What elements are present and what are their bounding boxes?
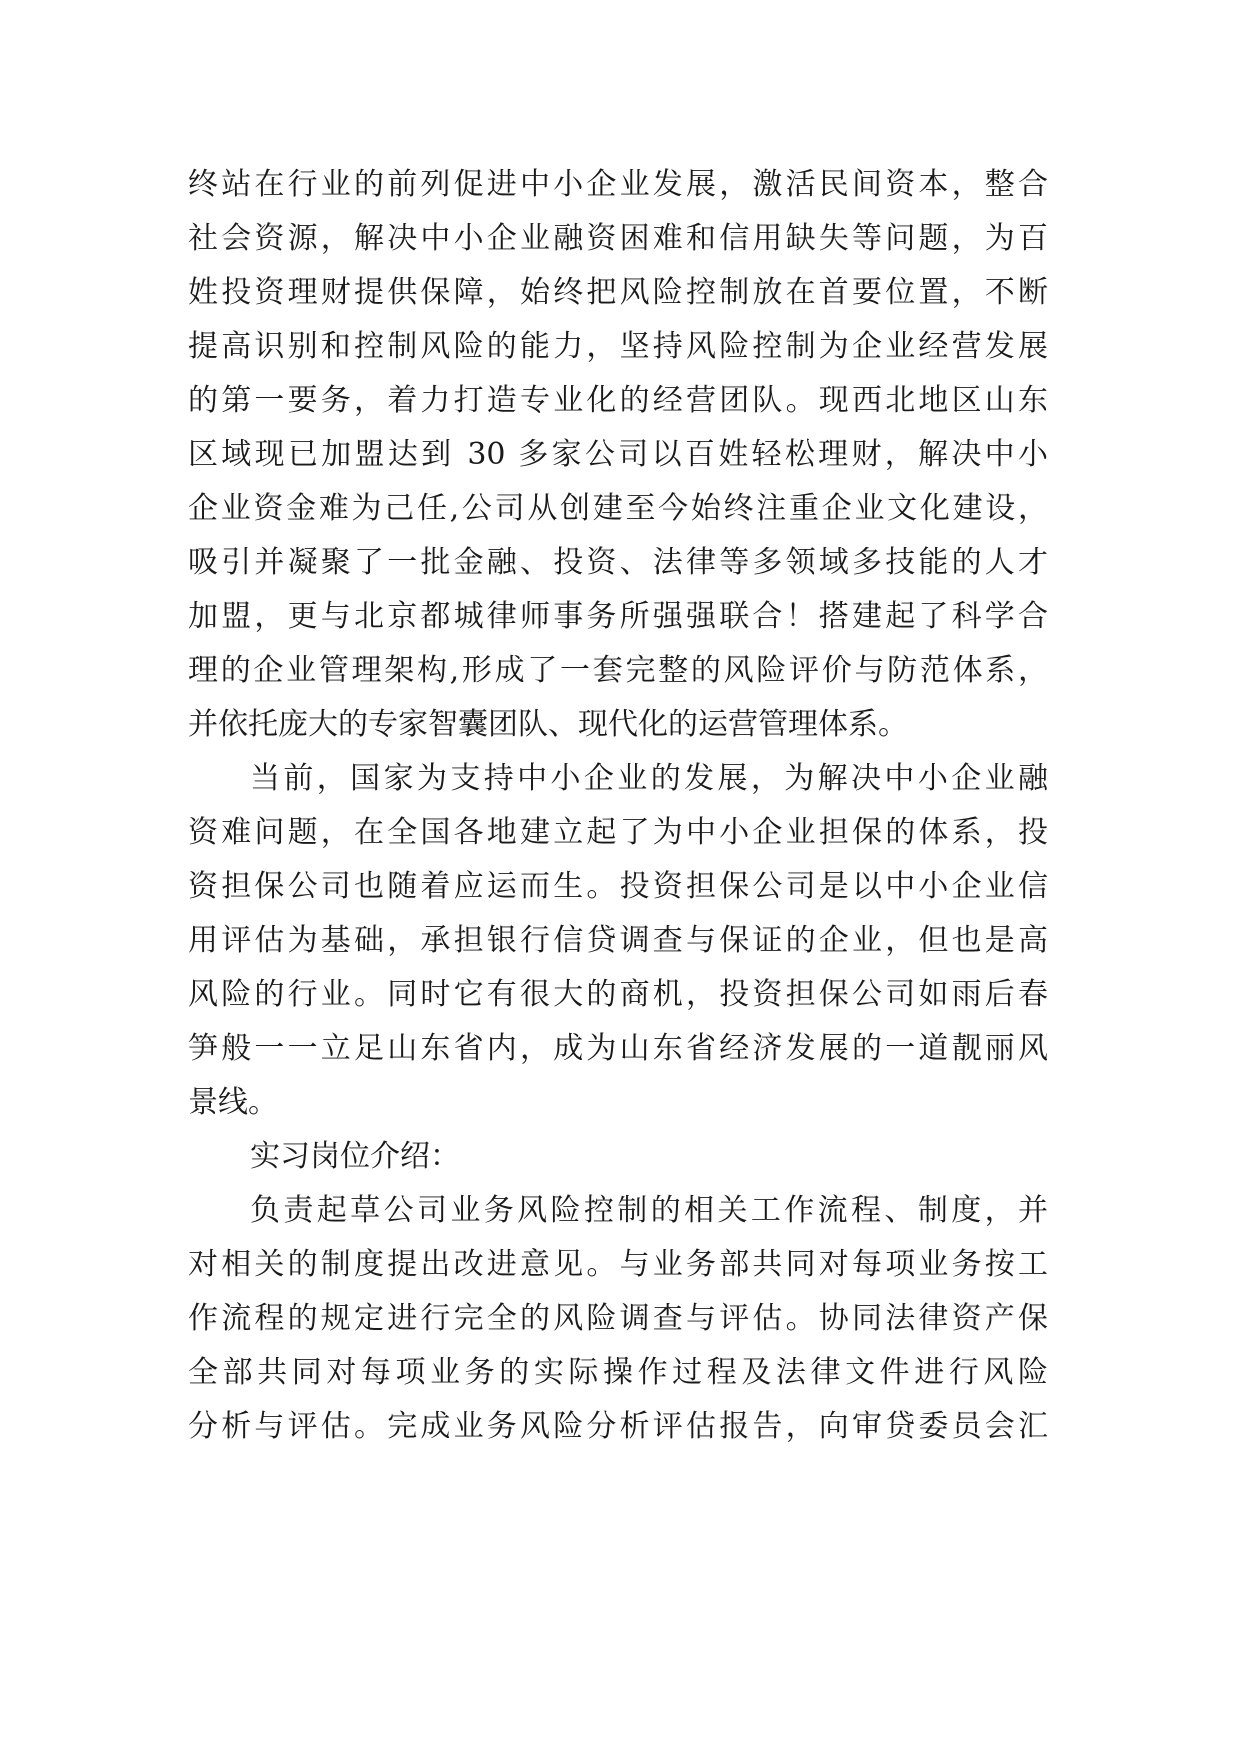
text-line: 当前，国家为支持中小企业的发展，为解决中小企业融 — [250, 761, 1048, 796]
paragraph-position-duties — [188, 1184, 1048, 1454]
text-line: 资担保公司也随着应运而生。投资担保公司是以中小企业信 — [188, 869, 1048, 904]
text-line: 社会资源，解决中小企业融资困难和信用缺失等问题，为百 — [188, 221, 1048, 256]
text-line: 区域现已加盟达到 30 多家公司以百姓轻松理财，解决中小 — [188, 437, 1048, 472]
text-line: 企业资金难为己任,公司从创建至今始终注重企业文化建设， — [188, 491, 1048, 526]
text-line: 用评估为基础，承担银行信贷调查与保证的企业，但也是高 — [188, 923, 1048, 958]
text-line: 提高识别和控制风险的能力，坚持风险控制为企业经营发展 — [188, 329, 1048, 364]
text-line: 姓投资理财提供保障，始终把风险控制放在首要位置，不断 — [188, 275, 1048, 310]
text-line: 加盟，更与北京都城律师事务所强强联合！搭建起了科学合 — [188, 599, 1048, 634]
text-line: 的第一要务，着力打造专业化的经营团队。现西北地区山东 — [188, 383, 1048, 418]
body-text — [188, 158, 1048, 1454]
text-line: 吸引并凝聚了一批金融、投资、法律等多领域多技能的人才 — [188, 545, 1048, 580]
text-line: 理的企业管理架构,形成了一套完整的风险评价与防范体系， — [188, 653, 1048, 688]
text-line: 实习岗位介绍： — [250, 1139, 460, 1174]
text-line: 资难问题，在全国各地建立起了为中小企业担保的体系，投 — [188, 815, 1048, 850]
text-line: 负责起草公司业务风险控制的相关工作流程、制度，并 — [250, 1193, 1048, 1228]
text-line: 景线。 — [188, 1085, 278, 1120]
section-heading-internship-position — [188, 1130, 1048, 1184]
text-line: 全部共同对每项业务的实际操作过程及法律文件进行风险 — [188, 1355, 1048, 1390]
text-line: 笋般一一立足山东省内，成为山东省经济发展的一道靓丽风 — [188, 1031, 1048, 1066]
text-line: 风险的行业。同时它有很大的商机，投资担保公司如雨后春 — [188, 977, 1048, 1012]
text-line: 对相关的制度提出改进意见。与业务部共同对每项业务按工 — [188, 1247, 1048, 1282]
paragraph-industry-background — [188, 752, 1048, 1130]
text-line: 终站在行业的前列促进中小企业发展，激活民间资本，整合 — [188, 167, 1048, 202]
text-line: 并依托庞大的专家智囊团队、现代化的运营管理体系。 — [188, 707, 908, 742]
text-line: 作流程的规定进行完全的风险调查与评估。协同法律资产保 — [188, 1301, 1048, 1336]
paragraph-company-intro-continued — [188, 158, 1048, 752]
text-line: 分析与评估。完成业务风险分析评估报告，向审贷委员会汇 — [188, 1409, 1048, 1444]
